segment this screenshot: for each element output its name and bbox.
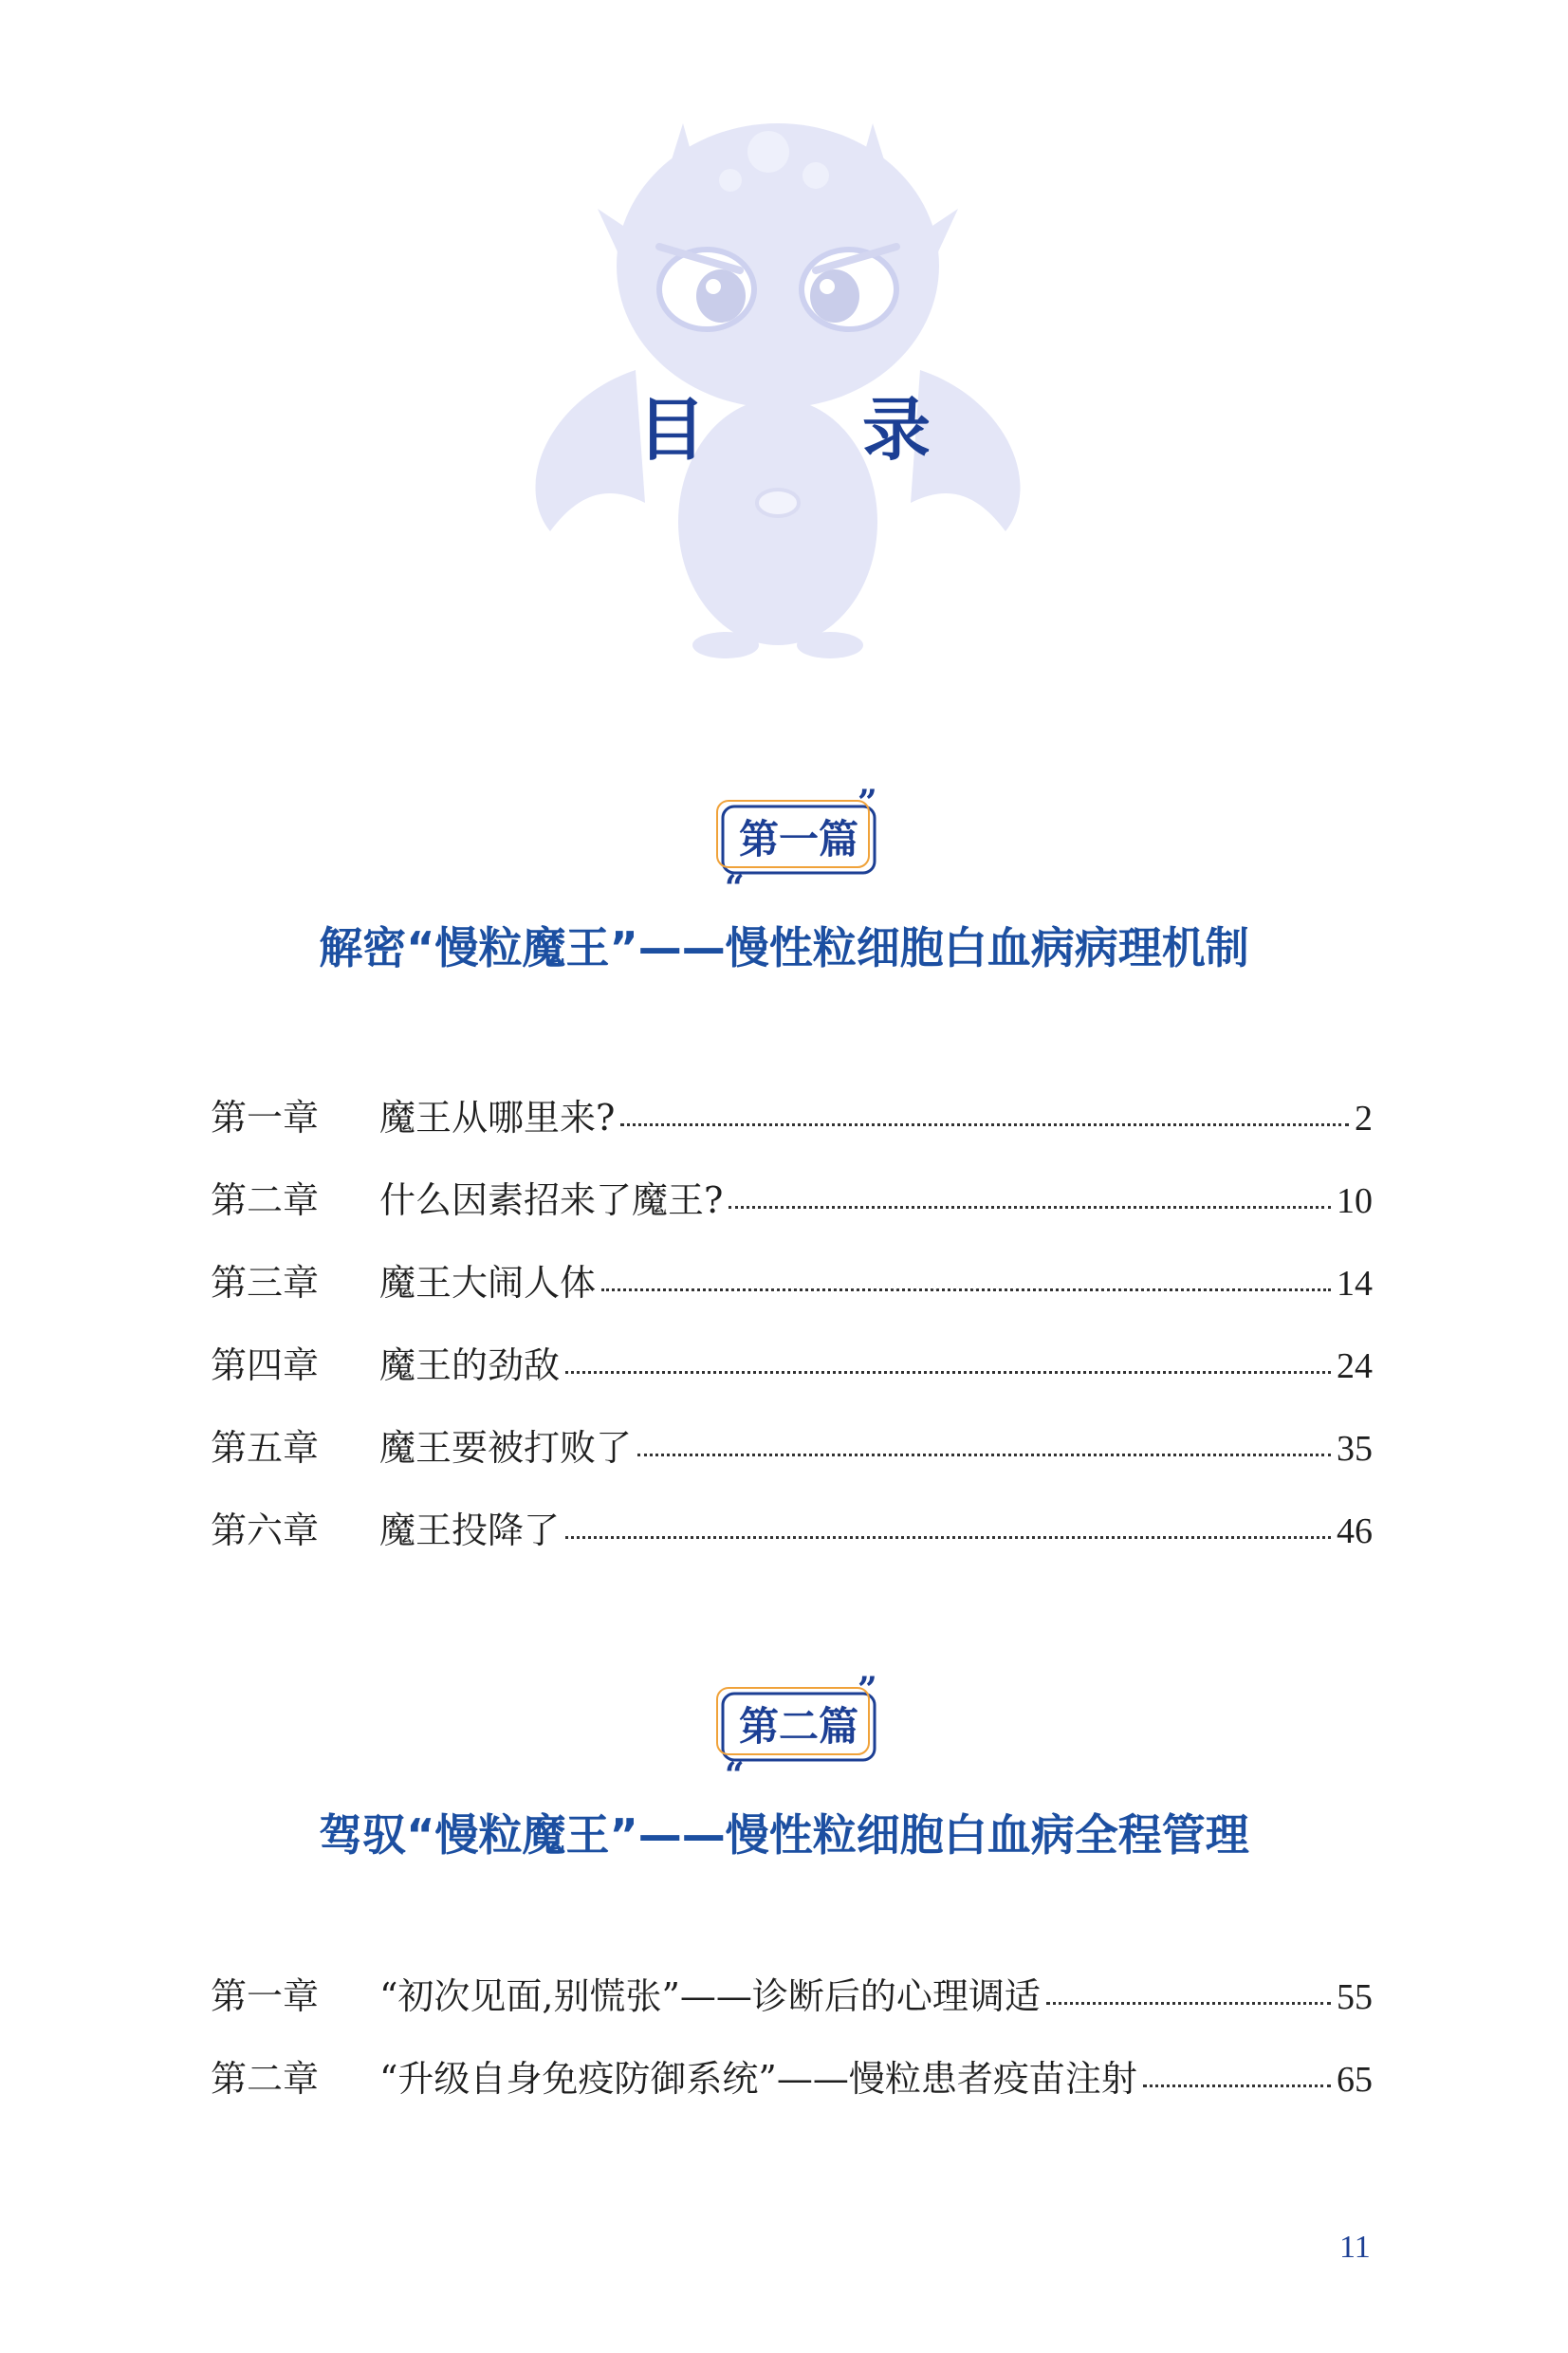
toc-entry[interactable] — [211, 1421, 1373, 1474]
toc-page-number: 35 — [1337, 1429, 1373, 1469]
part-badge — [715, 783, 882, 908]
svg-text:”: ” — [858, 1670, 877, 1710]
toc-dot-leader — [729, 1205, 1331, 1209]
part-title: 驾驭“慢粒魔王”——慢性粒细胞白血病全程管理 — [319, 1809, 1249, 1861]
toc-chapter-number: 第一章 — [211, 1975, 320, 2017]
toc-chapter-title: 魔王大闹人体 — [379, 1262, 597, 1304]
toc-entry[interactable] — [211, 2052, 1373, 2105]
toc-dot-leader — [601, 1288, 1331, 1291]
svg-text:”: ” — [858, 783, 877, 823]
toc-entry[interactable] — [211, 1091, 1373, 1144]
toc-dot-leader — [620, 1122, 1349, 1126]
toc-dot-leader — [637, 1453, 1331, 1456]
toc-page-number: 65 — [1337, 2060, 1373, 2100]
part-badge — [715, 1670, 882, 1795]
toc-chapter-title: “升级自身免疫防御系统”——慢粒患者疫苗注射 — [379, 2058, 1137, 2100]
toc-entry[interactable] — [211, 1504, 1373, 1557]
part-title: 解密“慢粒魔王”——慢性粒细胞白血病病理机制 — [319, 922, 1249, 973]
toc-entry[interactable] — [211, 1339, 1373, 1392]
toc-page-number: 2 — [1355, 1099, 1373, 1139]
toc-chapter-title: 魔王投降了 — [379, 1510, 561, 1551]
toc-chapter-number: 第二章 — [211, 1179, 320, 1221]
toc-chapter-title: “初次见面,别慌张”——诊断后的心理调适 — [379, 1975, 1041, 2017]
page-number: 11 — [1339, 2230, 1371, 2265]
toc-entry[interactable] — [211, 1256, 1373, 1309]
toc-page-number: 14 — [1337, 1264, 1373, 1304]
svg-text:“: “ — [725, 868, 745, 908]
part-badge-label: 第一篇 — [738, 816, 858, 862]
toc-chapter-number: 第一章 — [211, 1097, 320, 1139]
toc-entry[interactable] — [211, 1174, 1373, 1227]
toc-page-number: 55 — [1337, 1977, 1373, 2017]
toc-chapter-title: 什么因素招来了魔王? — [379, 1179, 724, 1221]
toc-dot-leader — [565, 1535, 1331, 1539]
toc-dot-leader — [565, 1370, 1331, 1374]
toc-page-number: 10 — [1337, 1181, 1373, 1221]
toc-chapter-title: 魔王的劲敌 — [379, 1344, 561, 1386]
toc-dot-leader — [1046, 2001, 1331, 2005]
toc-chapter-number: 第六章 — [211, 1510, 320, 1551]
toc-chapter-title: 魔王要被打败了 — [379, 1427, 633, 1469]
toc-chapter-number: 第四章 — [211, 1344, 320, 1386]
part-badge-label: 第二篇 — [738, 1703, 858, 1750]
page-title: 目 录 — [636, 390, 998, 470]
toc-chapter-number: 第三章 — [211, 1262, 320, 1304]
toc-chapter-number: 第五章 — [211, 1427, 320, 1469]
toc-page-number: 46 — [1337, 1511, 1373, 1551]
toc-entry[interactable] — [211, 1970, 1373, 2023]
toc-page-number: 24 — [1337, 1346, 1373, 1386]
toc-chapter-title: 魔王从哪里来? — [379, 1097, 616, 1139]
svg-text:“: “ — [725, 1755, 745, 1795]
toc-chapter-number: 第二章 — [211, 2058, 320, 2100]
toc-dot-leader — [1143, 2084, 1331, 2087]
